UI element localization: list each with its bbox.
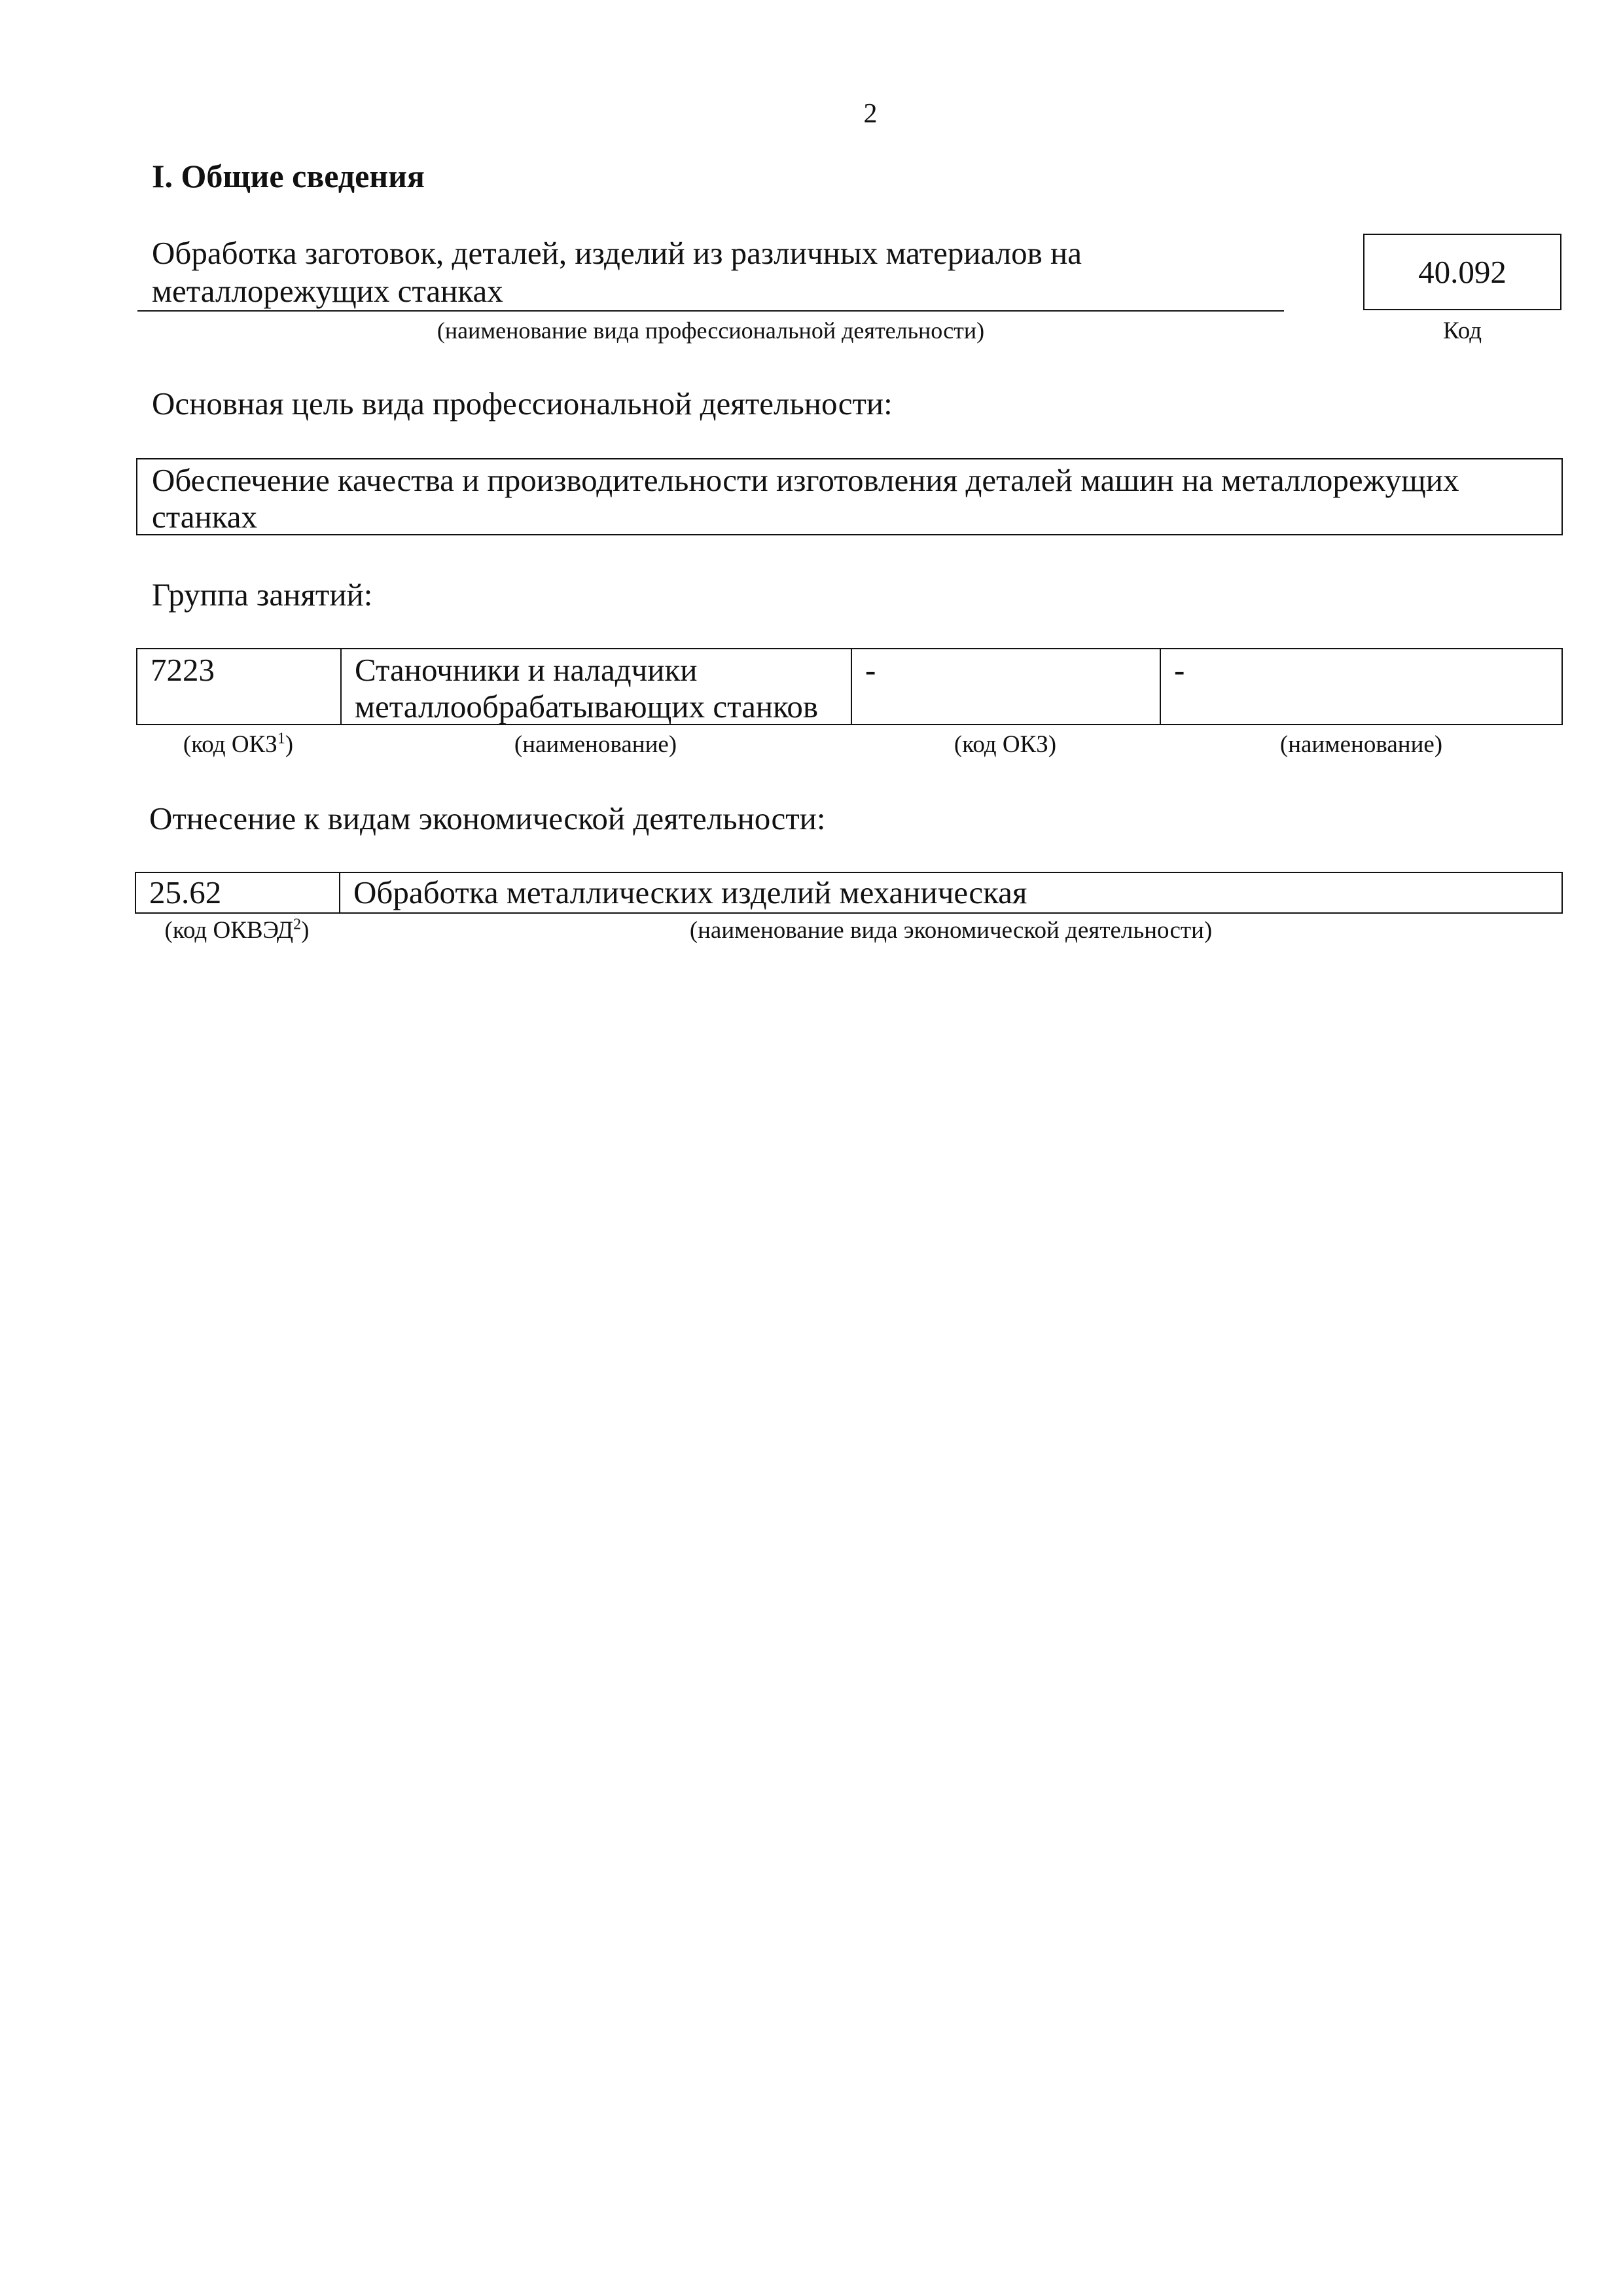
occupation-group-label: Группа занятий: <box>152 577 373 613</box>
okved-code-caption <box>135 916 339 944</box>
okz-code-cell-2: - <box>852 649 1161 724</box>
activity-name-underline <box>137 310 1284 312</box>
economic-activity-label: Отнесение к видам экономической деятельности: <box>149 800 826 836</box>
okved-code-cell: 25.62 <box>136 873 340 912</box>
okz-name-cell-2: - <box>1174 652 1185 688</box>
okz-name-cell-1: Станочники и наладчики металлообрабатывающих станков <box>342 649 852 724</box>
occupation-group-table <box>136 648 1563 725</box>
okz-name-caption-2: (наименование) <box>1279 731 1443 758</box>
activity-code-caption: Код <box>1442 317 1482 344</box>
goal-box <box>136 458 1563 535</box>
okved-name-cell: Обработка металлических изделий механическая <box>353 874 1027 910</box>
okz-code-cell-1: 7223 <box>137 649 342 724</box>
section-title: I. Общие сведения <box>152 158 425 194</box>
goal-label: Основная цель вида профессиональной деятельности: <box>152 386 893 422</box>
okz-code-caption-1 <box>136 730 340 759</box>
economic-activity-table <box>135 872 1563 914</box>
okz-code-caption-2: (код ОКЗ) <box>954 731 1057 758</box>
okz-code-caption-1-text: (код ОКЗ <box>183 731 277 758</box>
footnote-ref-2: 2 <box>293 916 302 933</box>
okved-name-caption: (наименование вида экономической деятельности) <box>689 917 1213 944</box>
activity-code: 40.092 <box>1418 254 1507 290</box>
page-number: 2 <box>863 99 878 129</box>
activity-code-box <box>1363 234 1561 310</box>
activity-name: Обработка заготовок, деталей, изделий из различных материалов на металлорежущих станках <box>152 235 1082 309</box>
okved-code-caption-end: ) <box>301 917 310 944</box>
footnote-ref-1: 1 <box>277 730 285 747</box>
okz-name-caption-1: (наименование) <box>514 731 677 758</box>
activity-name-caption: (наименование вида профессиональной деятельности) <box>437 317 985 344</box>
okved-code-caption-text: (код ОКВЭД <box>164 917 294 944</box>
okz-code-caption-1-end: ) <box>285 731 294 758</box>
goal-text: Обеспечение качества и производительности изготовления деталей машин на металлорежущих станках <box>152 462 1459 535</box>
